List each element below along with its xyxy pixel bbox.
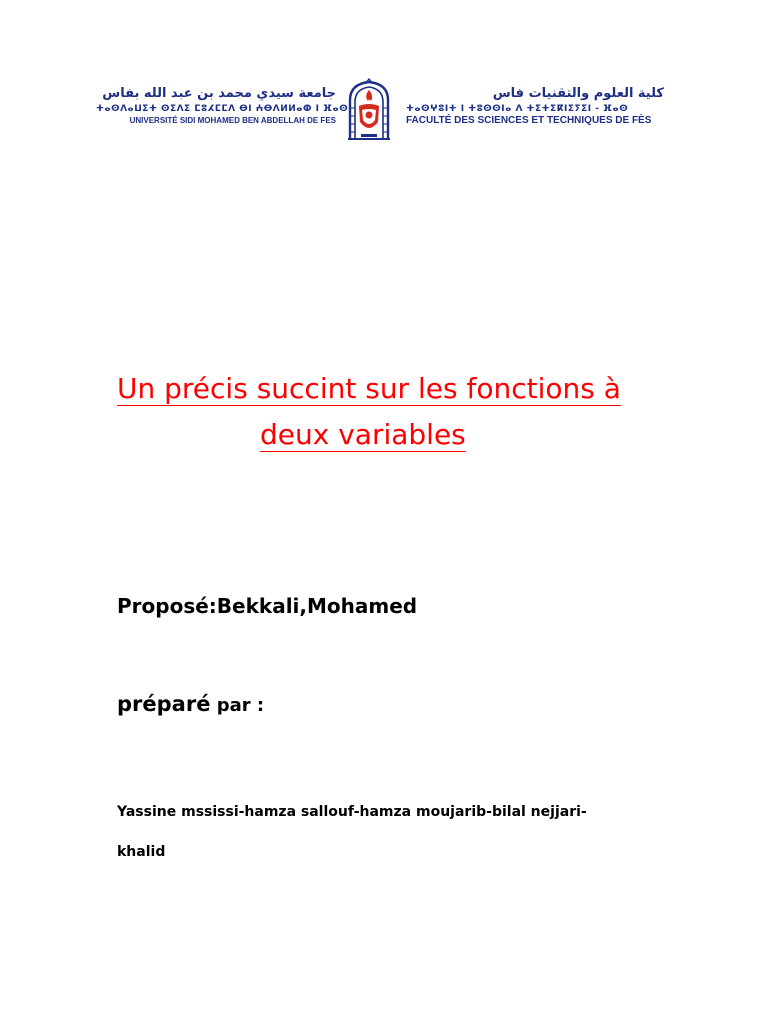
- proposed-by: Proposé:Bekkali,Mohamed: [117, 594, 418, 618]
- university-header: [0, 70, 768, 150]
- faculty-name-tifinagh: ⵜⴰⵙⵖⵓⵏⵜ ⵏ ⵜⵓⵙⵙⵏⴰ ⴷ ⵜⵉⵜⵉⴽⵏⵉⵢⵉⵏ - ⴼⴰⵙ: [406, 104, 629, 114]
- document-title: [0, 366, 768, 458]
- faculty-name-block: [406, 86, 664, 127]
- university-crest-icon: [344, 78, 394, 142]
- prepared-word: préparé: [117, 692, 211, 716]
- university-name-tifinagh: ⵜⴰⵙⴷⴰⵡⵉⵜ ⵙⵉⴷⵉ ⵎⵓⵃⵎⵎⴷ ⴱⵏ ⵄⴱⴷⵍⵍⴰⵀ ⵏ ⴼⴰⵙ: [96, 104, 349, 114]
- authors-list: [117, 792, 677, 872]
- title-line-1: Un précis succint sur les fonctions à: [117, 372, 621, 405]
- prepared-suffix: par :: [210, 695, 265, 716]
- university-name-arabic: جامعة سيدي محمد بن عبد الله بفاس: [102, 86, 336, 101]
- prepared-by-label: [117, 692, 264, 716]
- authors-line-1: Yassine mssissi-hamza sallouf-hamza moujarib-bilal nejjari-: [117, 804, 587, 820]
- university-name-block: [96, 86, 349, 126]
- faculty-name-french: FACULTÉ DES SCIENCES ET TECHNIQUES DE FÈS: [406, 115, 652, 126]
- university-name-french: UNIVERSITÉ SIDI MOHAMED BEN ABDELLAH DE FES: [129, 116, 336, 125]
- faculty-name-arabic: كلية العلوم والتقنيات فاس: [492, 86, 664, 101]
- authors-line-2: khalid: [117, 844, 166, 860]
- title-line-2: deux variables: [260, 418, 466, 451]
